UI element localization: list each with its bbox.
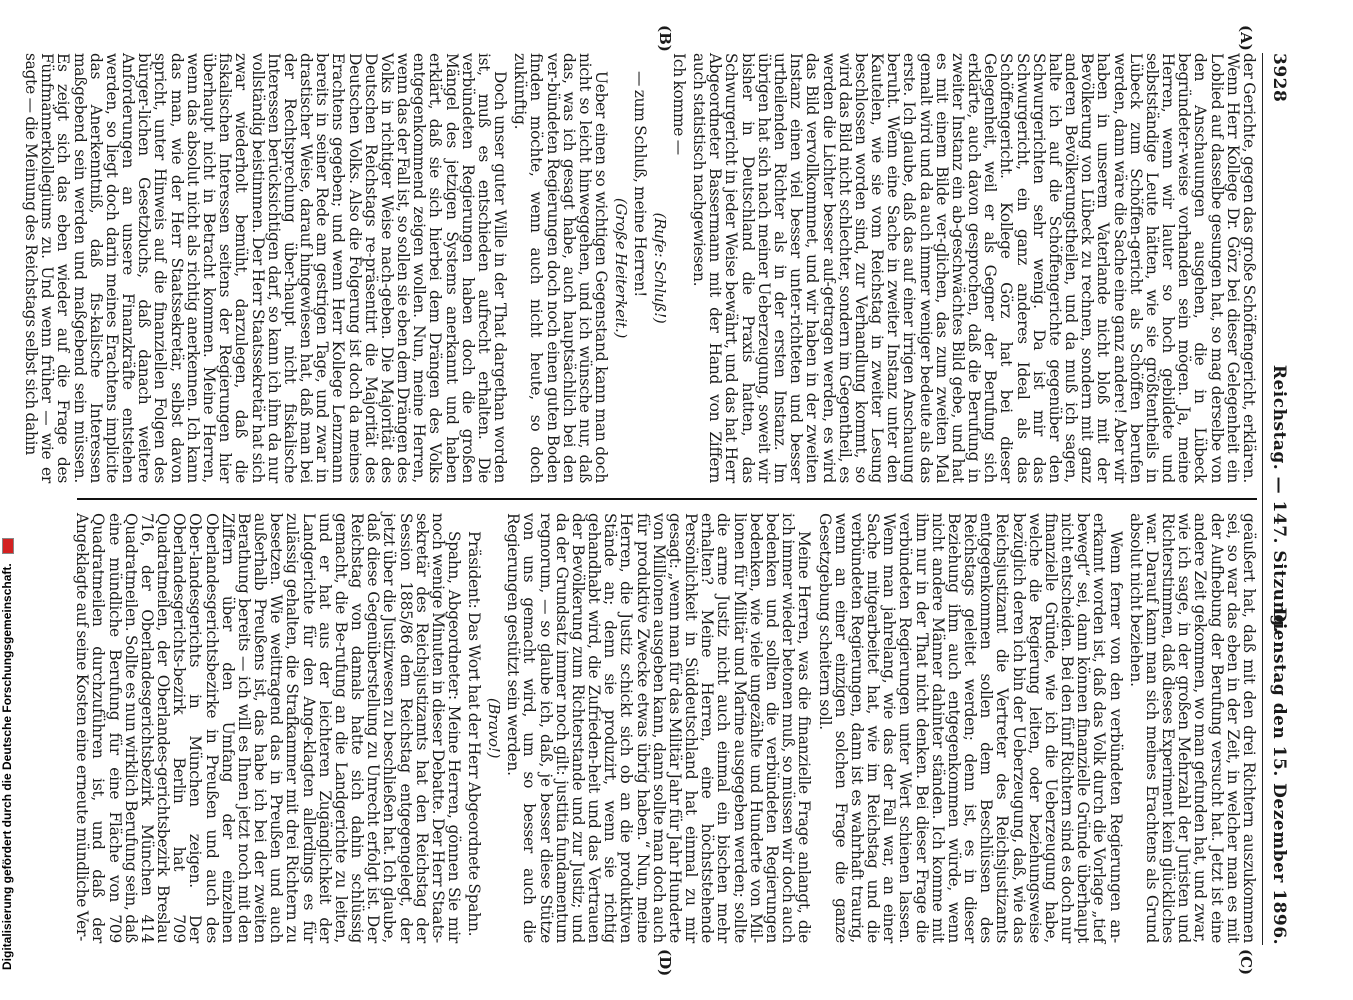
paragraph: Spahn, Abgeordneter: Meine Herren, gönnen Sie mir noch wenige Minuten in dieser Debatte. Der Herr Staats-sekretär des Reichsjustizamts hat den Reichstag der Session 1885/86 dem Reichstag entgegengelegt, der jetzt über die Justizwesen zu beschließen hat. Ich glaube, daß diese Gegenüberstellung zu Unrecht erfolgt ist. Der Reichstag von damals hatte sich dahin schlüssig gemacht, die Be-rufung an die Landgerichte zu leiten, und er hat aus der leichteren Zugänglichkeit der Landgerichte für den Ange-klagten allerdings es für zulässig gehalten, die Strafkammer mit drei Richtern zu besetzen. Wie weittragend das in Preußen und auch außerhalb Preußens ist, das habe ich bei der zweiten Berathung bereits — ich will es Ihnen jetzt noch mit den Ziffern über den Umfang der einzelnen Oberlandesgerichtsbezirke in Preußen und auch des Ober-landesgerichts in München zeigen. Der Oberlandesgerichts-bezirk Berlin hat 709 Quadratmeilen, der Oberlandes-gerichtsbezirk Breslau 716, der Oberlandesgerichtsbezirk München 414 Quadratmeilen. Sollte es nun wirklich Berufung sein, daß eine mündliche Berufung für eine Fläche von 709 Quadratmeilen durchzuführen ist, und daß der Angeklagte auf seine Kosten eine erneute mündliche Ver- [73,513,464,943]
margin-marker-c: (C) [1237,949,1255,976]
paragraph: — zum Schluß, meine Herren! [631,71,650,298]
paragraph: Präsident: Das Wort hat der Herr Abgeordnete Spahn. [465,531,484,937]
paragraph: Wenn ferner von den verbündeten Regierungen an-erkannt worden ist, daß das Volk durch die Vorlage „tief bewegt“ sei, dann können finanzielle Gründe überhaupt nicht entscheiden. Bei den fünf Richtern sind es doch nur finanzielle Gründe, wie ich die Ueberzeugung habe, welche die Regierung leiten, oder beziehungsweise bezüglich deren ich bin der Ueberzeugung, daß, wie das Reichsjustizamt die Vertreter des Reichsjustizamts entgegenkommen sollen dem Beschlüssen des Reichstags geleitet werden; denn ist, es in dieser Beziehung ihm auch entgegenkommen würde, wenn nicht andere Männer dahinter ständen. Ich komme mit ihm nur in der That nicht denken. Bei dieser Frage die verbündeten Regierungen unter Wert schienen lassen. Wenn man jahrelang, wie das der Fall war, an einer Sache mitgearbeitet hat, wie im Reichstag und die verbündeten Regierungen, dann ist es wahrhaft traurig, wenn an einer einzigen solchen Frage die ganze Gesetzgebung scheitern soll. [815,513,1125,943]
page-number: 3928 [1269,53,1289,103]
running-title: Reichstag. — 147. Sitzung. [1269,364,1289,634]
paragraph: Doch unser guter Wille in der That dargethan worden ist, muß es entschieden aufrecht erhalten. Die verbündeten Regierungen haben doch die großen Mängel des jetzigen Systems anerkannt und haben erklärt, daß sie sich hierbei dem Drängen des Volks entgegenkommend zeigen wollen. Nun, meine Herren, wenn das der Fall ist, so sollen sie eben dem Drängen des Volks in richtiger Weise nach-geben. Die Majorität des Deutschen Reichstags re-präsentirt die Majorität des Deutschen Volks. Also die Folgerung ist doch da meines Erachtens gegeben; und wenn Herr Kollege Lenzmann bereits in seiner Rede am gestrigen Tage, und zwar in drastischer Weise, darauf hingewiesen hat, daß man bei der Rechtsprechung über-haupt nicht fiskalische Interessen berücksichtigen darf, so kann ich ihm da nur vollständig beistimmen. Der Herr Staatssekretär hat sich zwar wiederholt bemüht, darzulegen, daß die fiskalischen Interessen seitens der Regierungen hier überhaupt nicht in Betracht kommen. Meine Herren, wenn das absolut nicht als richtig anerkennen. Ich kann das man, wie der Herr Staatssekretär, selbst davon spricht, unter Hinweis auf die finanziellen Folgen des bürger-lichen Gesetzbuchs, daß danach weitere Anforderungen an unsere Finanzkräfte entstehen werden, so liegt doch darin meines Erachtens implicite das Anerkenntniß, daß fis-kalische Interessen maßgebend sein werden und maßgebend sein müssen. Es zeigt sich das eben wieder auf die Frage des Fünfmännerkollegiums zu. Und wenn früher — wie er sagte — die Meinung des Reichstags selbst sich dahin [22,53,510,483]
margin-marker-b: (B) [656,25,674,52]
paragraph: Ueber einen so wichtigen Gegenstand kann man doch nicht so leicht hinweggehen, und ich wünsche nur, daß das, was ich gesagt habe, auch hauptsächlich bei den ver-bündeten Regierungen doch noch einen guten Boden finden möchte, wenn auch nicht heute, so doch zukünftig. [511,53,611,483]
header-rule [1262,53,1263,945]
margin-marker-a: (A) [1237,25,1255,51]
interjection: (Große Heiterkeit.) [611,197,630,339]
left-column [22,53,1258,483]
dfg-logo-icon [2,538,14,554]
interjection: (Bravo!) [485,697,504,759]
paragraph: der Gerichte, gegen das große Schöffengericht, erklären. Wenn Herr Kollege Dr. Görz bei dieser Gelegenheit ein Loblied auf dasselbe gesungen hat, so mag derselbe von den Anschauungen ausgehen, die in Lübeck begründeter-weise vorhanden sein mögen. Ja, meine Herren, wenn wir lauter so hoch gebildete und selbstständige Leute hätten, wie sie größtentheils in Lübeck zum Schöffen-gericht als Schöffen berufen werden, dann wäre die Sache eine ganz andere! Aber wir haben in unserem Vaterlande nicht bloß mit der Bevölkerung von Lübeck zu rechnen, sondern mit ganz anderen Bevölkerungstheilen, und da muß ich sagen, halte ich auf die Schöffengerichte gegenüber den Schwurgerichten sehr wenig. Da ist mir das Schwurgericht, ein ganz anderes Ideal als das Schöffengericht. Kollege Görz hat bei dieser Gelegenheit, weil er als Gegner der Berufung sich erklärte, auch davon gesprochen, daß die Berufung in zweiter Instanz ein ab-geschwächtes Bild gebe, und hat es mit einem Bilde ver-glichen, das zum zweiten Mal gemalt wird und da auch immer weniger bedeute als das erste. Ich glaube, daß das auf einer irrigen Anschauung beruht. Wenn eine Sache in zweiter Instanz unter den Kautelen, wie sie vom Reichstag in zweiter Lesung beschlossen worden sind, zur Verhandlung kommt, so wird das Bild nicht schlechter, sondern im Gegentheil, es werden die Lichter besser auf-getragen werden, es wird das Bild vervollkommnet, und wir haben in der zweiten Instanz einen viel besser unter-richteten und besser urtheilenden Richter als in der ersten Instanz. Im übrigen hat sich nach meiner Ueberzeugung, soweit wir bisher in Deutschland die Praxis hatten, das Schwurgericht in jeder Weise bewährt, und das hat Herr Abgeordneter Bassermann mit der Hand von Ziffern auch statistisch nachgewiesen. [690,53,1258,483]
paragraph: Meine Herren, was die finanzielle Frage anlangt, die ich immer wieder betonen muß, so müssen wir doch auch bedenken und sollten die verbündeten Regierungen bedenken, wie viele ungezählte und Hunderte von Mil-lionen für Militär und Marine ausgegeben werden; sollte die arme Justiz nicht auch einmal ein bischen mehr erhalten? Meine Herren, eine höchststehende Persönlichkeit in Süddeutschland hat einmal zu mir gesagt: „wenn man für das Militär Jahr für Jahr Hunderte von Millionen ausgeben kann, dann sollte man doch auch für produktive Zwecke etwas übrig haben.“ Nun, meine Herren, die Justiz schickt sich ob an die produktiven Stände an; denn sie produzirt, wenn sie richtig gehandhabt wird, die Zufrieden-heit und das Vertrauen der Bevölkerung zum Richterstande und zur Justiz; und da der Grundsatz immer noch gilt: justitia fundamentum regnorum, — so glaube ich, daß, je besser diese Stütze von uns gemacht wird, um so besser auch die Regierungen gestützt sein werden. [504,513,814,943]
margin-marker-d: (D) [656,949,674,977]
paragraph: geäußert hat, daß mit den drei Richtern auszukommen sei, so war das eben in der Zeit, in welcher man es mit der Aufhebung der Berufung versucht hat. Jetzt ist eine andere Zeit gekommen, wo man gefunden hat, und zwar, wie ich sage, in der großen Mehrzahl der Juristen und Richterstimmen, daß dieses Experiment kein glückliches war. Darauf kann man sich meines Erachtens als Grund absolut nicht beziehen. [1126,513,1258,943]
right-column [73,513,1258,943]
column-divider [77,498,1257,500]
paragraph: Ich komme — [669,53,688,155]
page-content-rotated [22,25,1291,977]
credit-text: Digitalisierung gefördert durch die Deutsche Forschungsgemeinschaft. [0,563,14,970]
digitization-credit [0,0,20,1000]
session-date: Dienstag den 15. Dezember 1896. [1269,607,1289,945]
interjection: (Rufe: Schluß!) [650,212,669,324]
page-header [1261,53,1291,945]
